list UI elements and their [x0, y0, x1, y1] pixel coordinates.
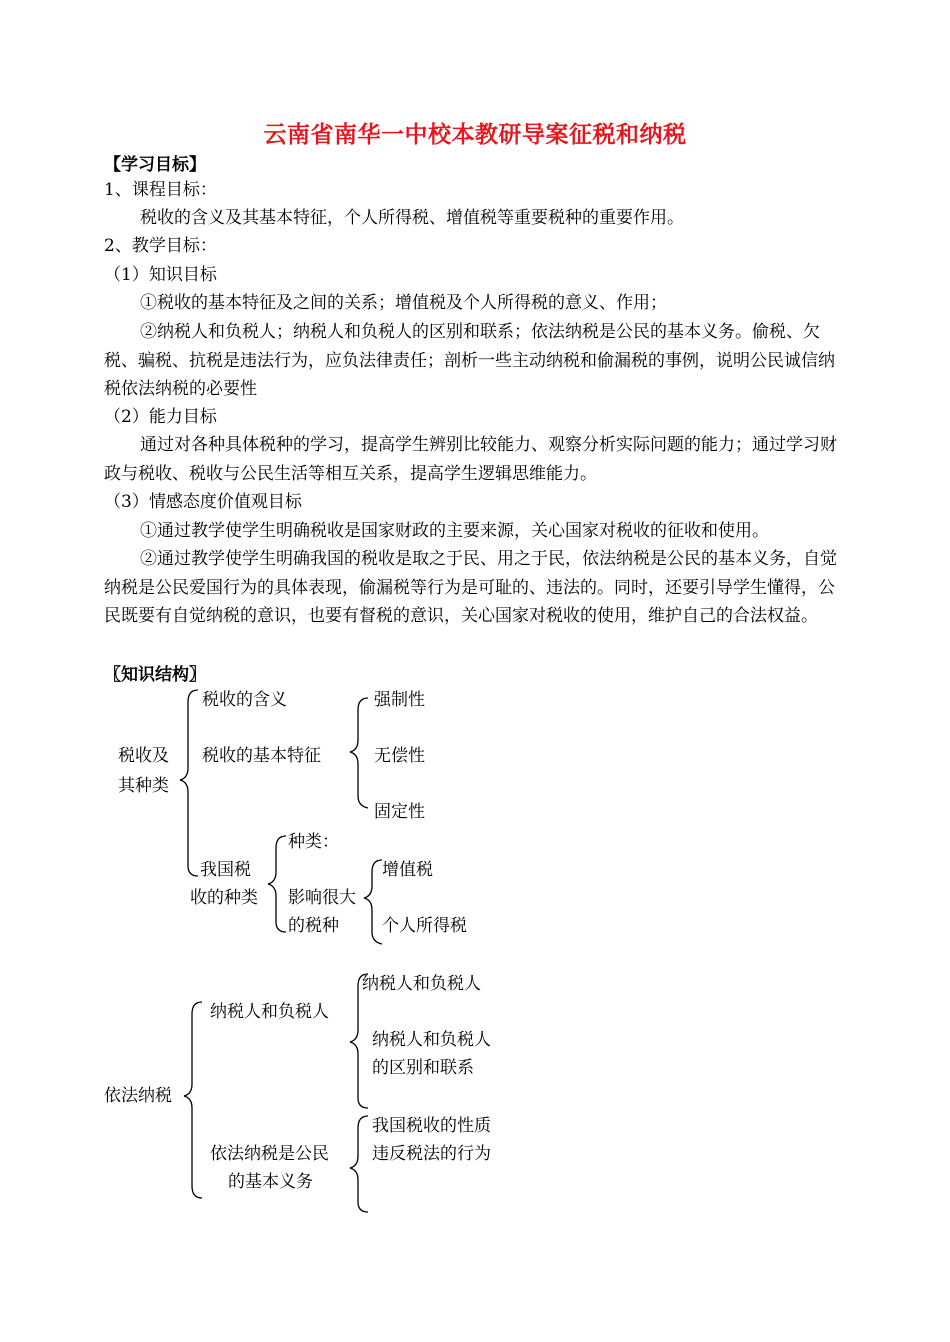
tree1-feature-fixed: 固定性 — [374, 802, 425, 822]
tree2-branch2-line2: 的基本义务 — [228, 1172, 313, 1192]
tree2-b1-item2-line1: 纳税人和负税人 — [372, 1030, 491, 1050]
course-goal-text: 税收的含义及其基本特征，个人所得税、增值税等重要税种的重要作用。 — [140, 208, 684, 228]
tree1-tax-income: 个人所得税 — [382, 916, 467, 936]
emotion-item-2: ②通过教学使学生明确我国的税收是取之于民、用之于民，依法纳税是公民的基本义务，自觉纳税是公民爱国行为的具体表现，偷漏税等行为是可耻的、违法的。同时，还要引导学生懂得，公民既要有自觉纳税的意识，也要有督税的意识，关心国家对税收的使用，维护自己的合法权益。 — [104, 549, 837, 626]
tree2-branch1: 纳税人和负税人 — [210, 1002, 329, 1022]
ability-goal-text: 通过对各种具体税种的学习，提高学生辨别比较能力、观察分析实际问题的能力；通过学习财政与税收、税收与公民生活等相互关系，提高学生逻辑思维能力。 — [104, 435, 837, 484]
tree2-b2-item2: 违反税法的行为 — [372, 1144, 491, 1164]
tree1-meaning: 税收的含义 — [202, 690, 287, 710]
brace-branch2 — [350, 1116, 368, 1212]
knowledge-goal-label: （1）知识目标 — [104, 265, 217, 285]
brace-tree1-root — [180, 690, 198, 876]
tree1-tax-vat: 增值税 — [382, 860, 433, 880]
tree1-feature-gratuitous: 无偿性 — [374, 746, 425, 766]
knowledge-item-2: ②纳税人和负税人；纳税人和负税人的区别和联系；依法纳税是公民的基本义务。偷税、欠税、骗税、抗税是违法行为，应负法律责任；剖析一些主动纳税和偷漏税的事例，说明公民诚信纳税依法纳税的必要性 — [104, 322, 835, 399]
tree1-types: 种类： — [288, 832, 339, 852]
tree1-root-line1: 税收及 — [118, 746, 169, 766]
tree1-major-line1: 影响很大 — [288, 888, 356, 908]
emotion-goal-label: （3）情感态度价值观目标 — [104, 492, 302, 512]
brace-tree2-root — [184, 1002, 202, 1198]
brace-major — [364, 860, 382, 944]
tree1-features: 税收的基本特征 — [202, 746, 321, 766]
objectives-heading: 【学习目标】 — [104, 155, 206, 175]
tree1-major-line2: 的税种 — [288, 916, 339, 936]
tree2-branch2-line1: 依法纳税是公民 — [210, 1144, 329, 1164]
knowledge-item-1: ①税收的基本特征及之间的关系；增值税及个人所得税的意义、作用； — [140, 293, 667, 313]
brace-kinds — [268, 836, 286, 932]
tree2-b1-item1: 纳税人和负税人 — [362, 974, 481, 994]
tree1-kinds-line2: 收的种类 — [190, 888, 258, 908]
tree1-root-line2: 其种类 — [118, 776, 169, 796]
emotion-item-1: ①通过教学使学生明确税收是国家财政的主要来源，关心国家对税收的征收和使用。 — [140, 521, 769, 541]
course-goal-label: 1、课程目标： — [104, 180, 217, 200]
brace-features — [350, 698, 368, 808]
ability-goal-label: （2）能力目标 — [104, 407, 217, 427]
tree1-feature-coercive: 强制性 — [374, 690, 425, 710]
tree2-b1-item2-line2: 的区别和联系 — [372, 1058, 474, 1078]
structure-heading: 〖知识结构〗 — [104, 665, 206, 685]
tree1-kinds-line1: 我国税 — [200, 860, 251, 880]
tree2-b2-item1: 我国税收的性质 — [372, 1116, 491, 1136]
tree2-root: 依法纳税 — [104, 1086, 172, 1106]
page-title: 云南省南华一中校本教研导案征税和纳税 — [263, 122, 687, 148]
teaching-goal-label: 2、教学目标： — [104, 236, 217, 256]
